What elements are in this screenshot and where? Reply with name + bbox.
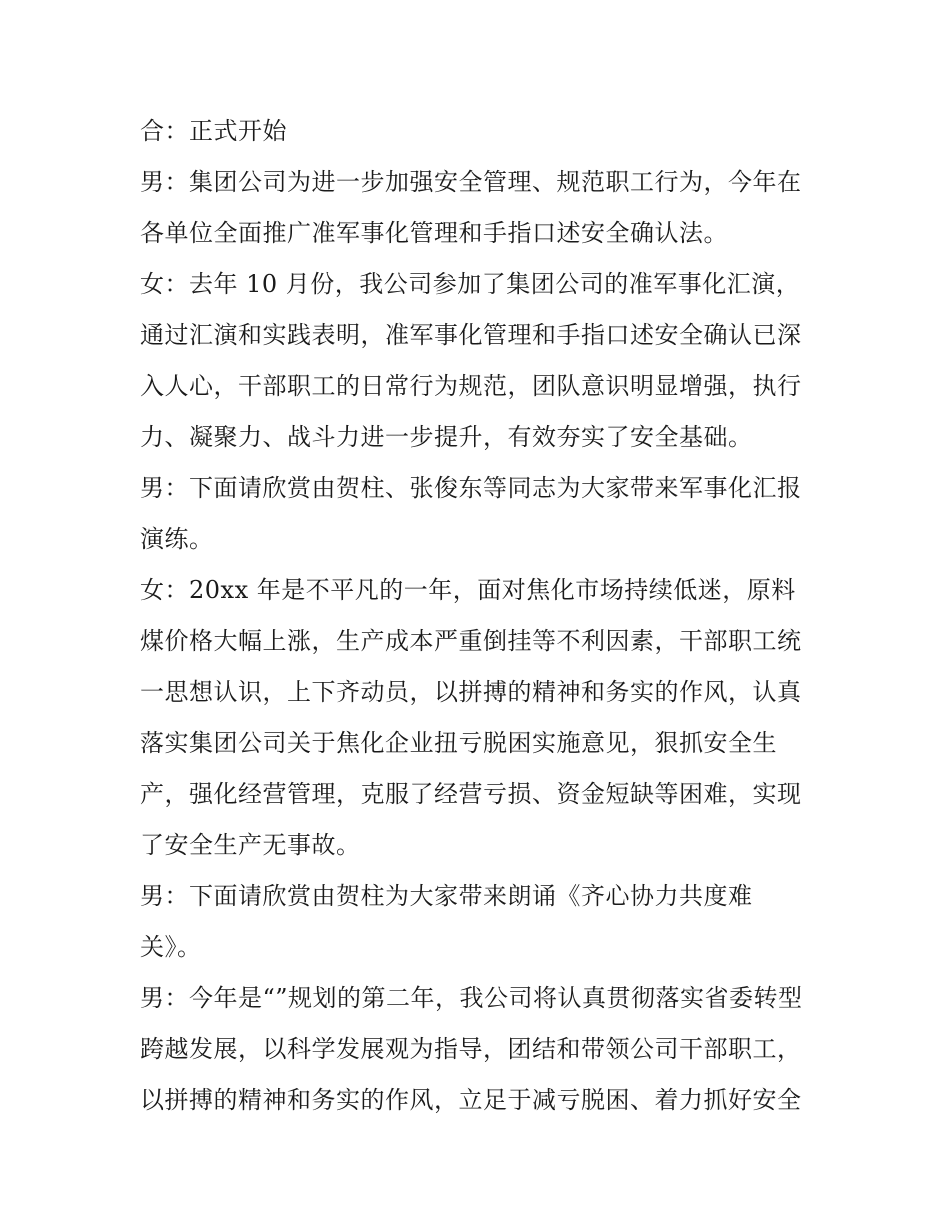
text-line: 关》。 — [140, 933, 202, 961]
text-line: 落实集团公司关于焦化企业扭亏脱困实施意见，狠抓安全生 — [140, 729, 777, 757]
text-line: 各单位全面推广准军事化管理和手指口述安全确认法。 — [140, 219, 728, 247]
text-line: 女：20xx 年是不平凡的一年，面对焦化市场持续低迷，原料 — [140, 576, 796, 604]
text-line: 男：集团公司为进一步加强安全管理、规范职工行为，今年在 — [140, 168, 802, 196]
text-line: 男：下面请欣赏由贺柱、张俊东等同志为大家带来军事化汇报 — [140, 474, 802, 502]
text-line: 合：正式开始 — [140, 117, 287, 145]
text-line: 以拼搏的精神和务实的作风，立足于减亏脱困、着力抓好安全 — [140, 1086, 802, 1114]
text-line: 煤价格大幅上涨，生产成本严重倒挂等不利因素，干部职工统 — [140, 627, 802, 655]
text-line: 跨越发展，以科学发展观为指导，团结和带领公司干部职工， — [140, 1035, 802, 1063]
text-line: 了安全生产无事故。 — [140, 831, 361, 859]
text-line: 力、凝聚力、战斗力进一步提升，有效夯实了安全基础。 — [140, 423, 753, 451]
text-line: 女：去年 10 月份，我公司参加了集团公司的准军事化汇演， — [140, 270, 801, 298]
text-line: 一思想认识，上下齐动员，以拼搏的精神和务实的作风，认真 — [140, 678, 802, 706]
text-line: 通过汇演和实践表明，准军事化管理和手指口述安全确认已深 — [140, 321, 802, 349]
text-line: 男：今年是“”规划的第二年，我公司将认真贯彻落实省委转型 — [140, 984, 803, 1012]
text-line: 演练。 — [140, 525, 214, 553]
text-line: 男：下面请欣赏由贺柱为大家带来朗诵《齐心协力共度难 — [140, 882, 753, 910]
text-line: 入人心，干部职工的日常行为规范，团队意识明显增强，执行 — [140, 372, 802, 400]
document-body — [140, 106, 812, 1126]
text-line: 产，强化经营管理，克服了经营亏损、资金短缺等困难，实现 — [140, 780, 802, 808]
